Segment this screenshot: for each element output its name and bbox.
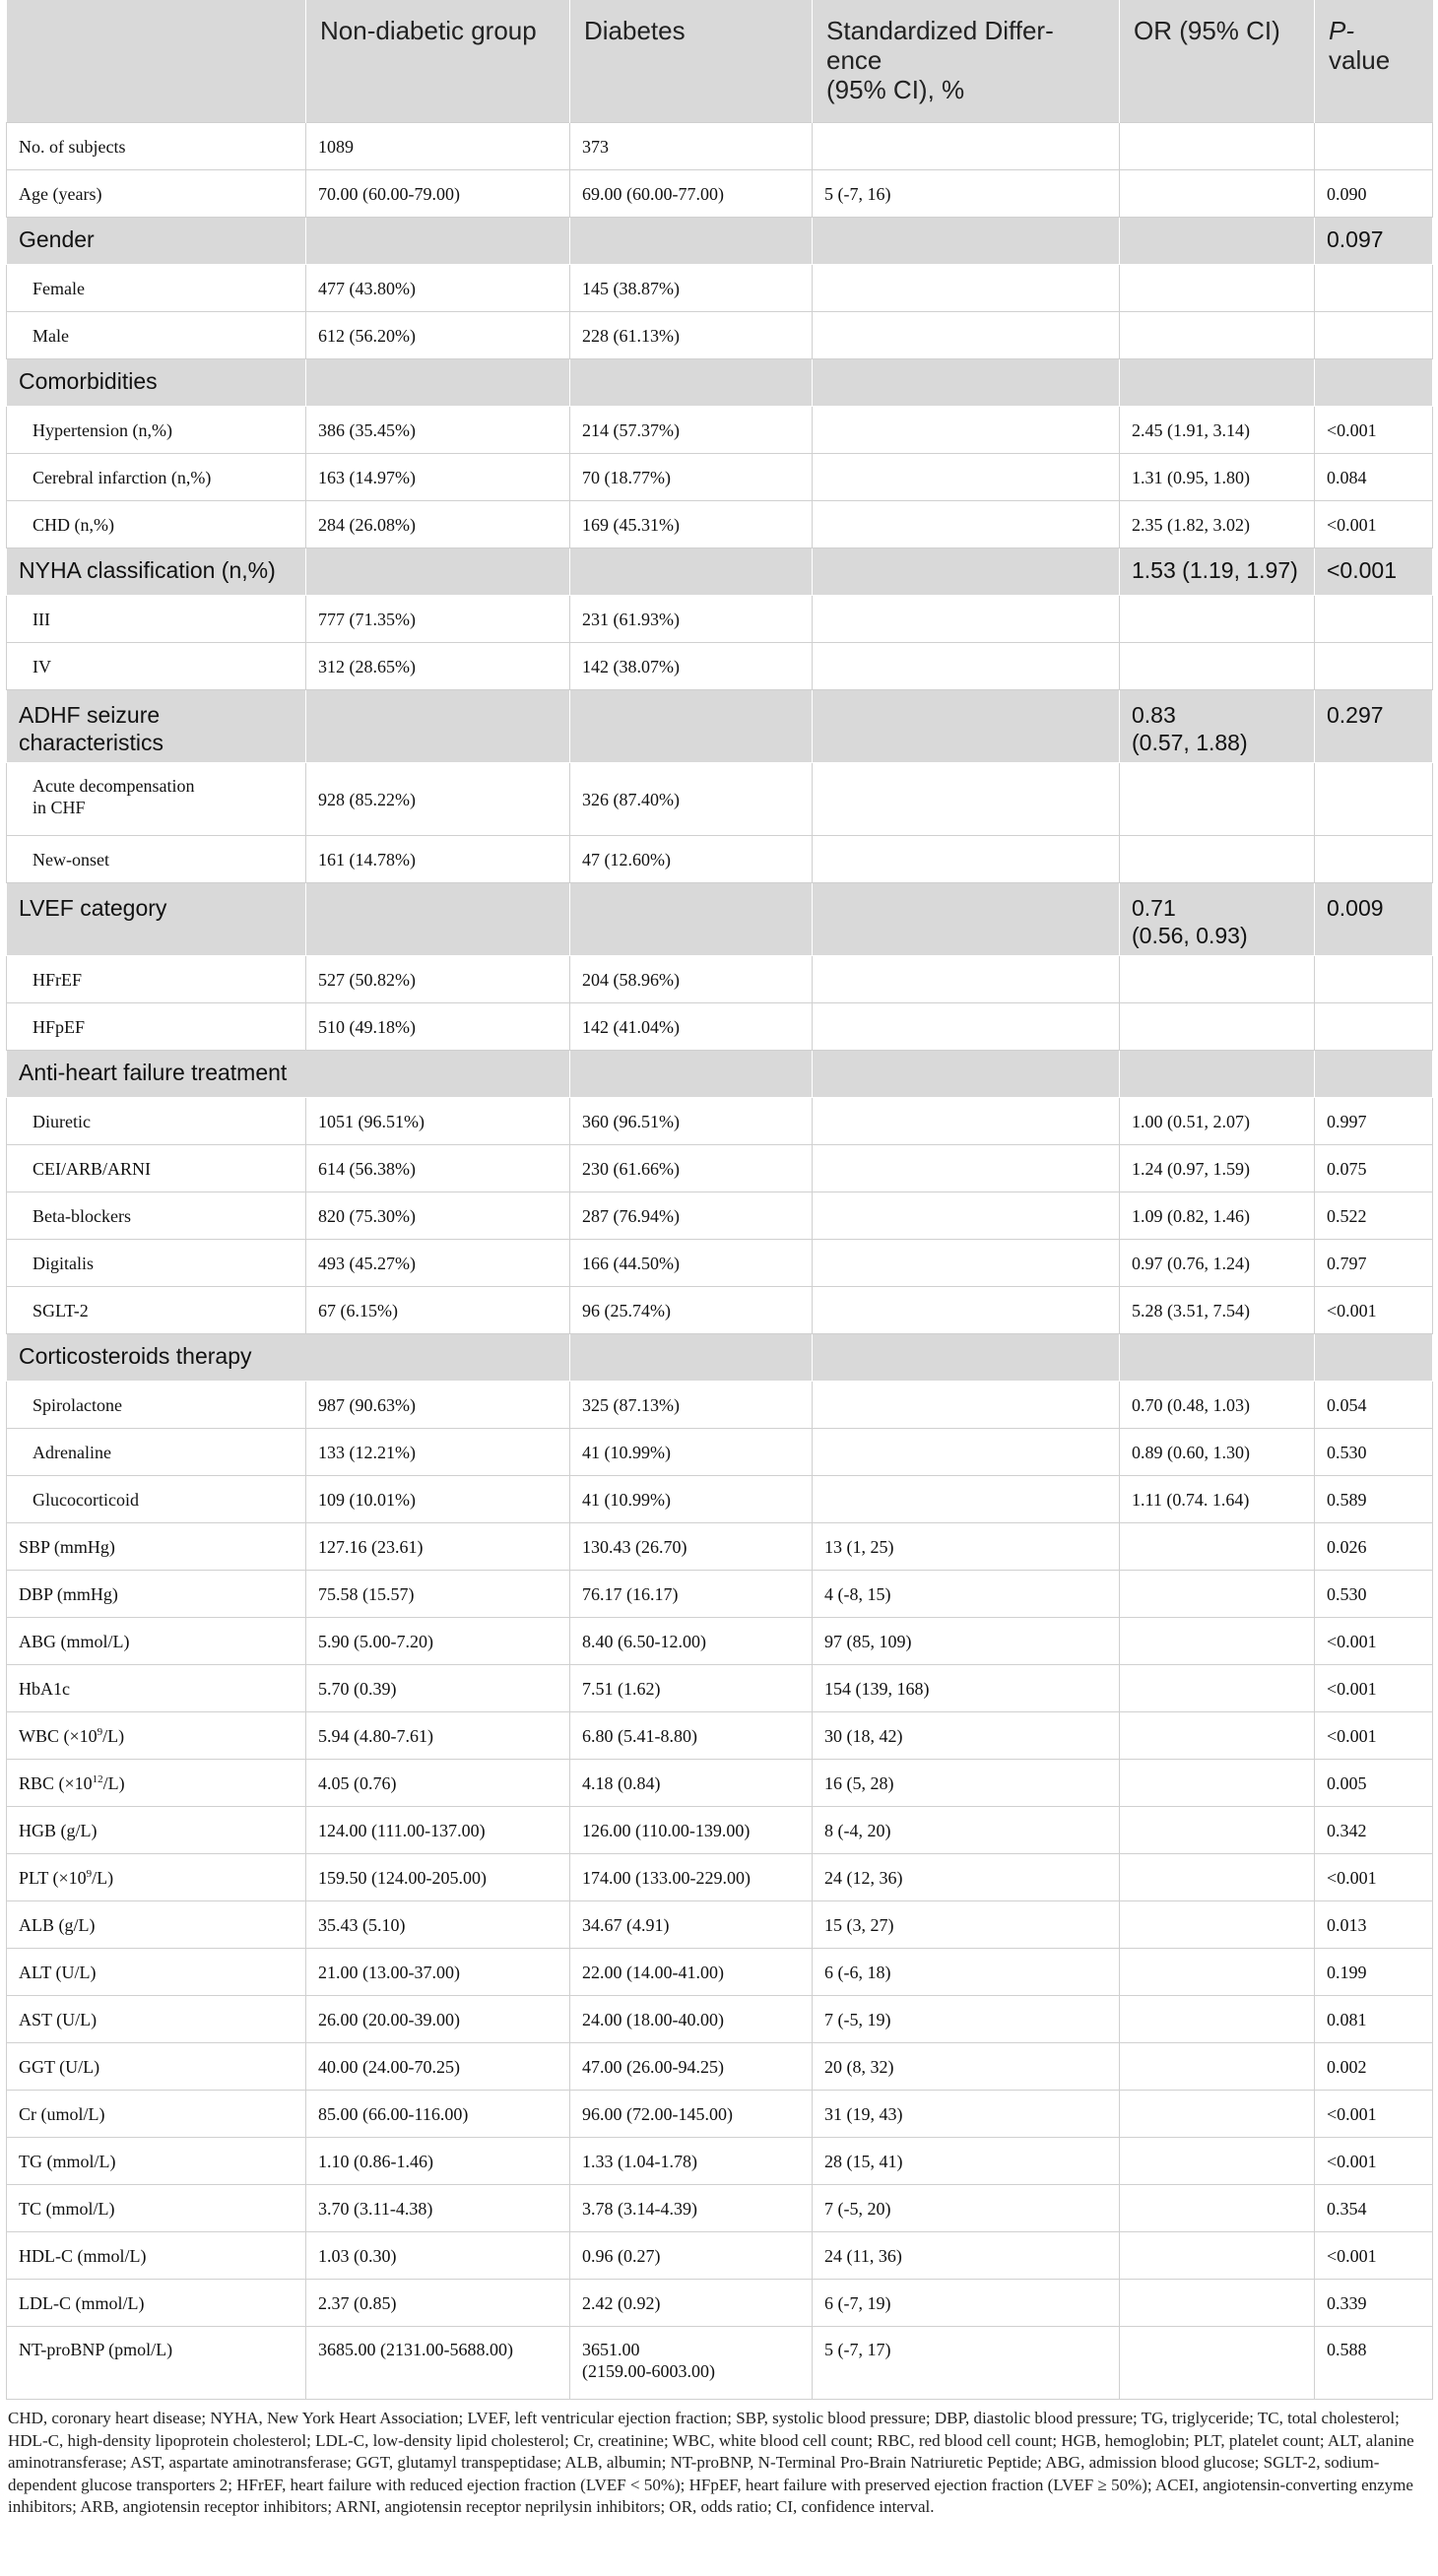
table-row — [7, 2185, 1433, 2232]
header-std-diff-l3: (95% CI), % — [826, 75, 965, 104]
row-label: AST (U/L) — [7, 1996, 306, 2043]
label-sup: 9 — [97, 1725, 103, 1738]
table-row — [7, 1003, 1433, 1051]
section-row — [7, 1051, 1433, 1098]
cell-or: 1.11 (0.74. 1.64) — [1120, 1476, 1315, 1523]
table-row — [7, 1949, 1433, 1996]
header-diabetes: Diabetes — [570, 0, 813, 123]
table-row — [7, 501, 1433, 548]
header-p-italic: P- — [1329, 16, 1354, 45]
table-row — [7, 265, 1433, 312]
cell-diabetes: 69.00 (60.00-77.00) — [570, 170, 813, 218]
cell-diabetes: 373 — [570, 123, 813, 170]
row-label: No. of subjects — [7, 123, 306, 170]
cell-diabetes: 325 (87.13%) — [570, 1382, 813, 1429]
cell-p: 0.297 — [1315, 690, 1433, 763]
cell-non-diabetic: 3.70 (3.11-4.38) — [306, 2185, 570, 2232]
label-post: /L) — [102, 1772, 125, 1793]
label-post: /L) — [102, 1725, 125, 1746]
table-row — [7, 1760, 1433, 1807]
cell-diabetes — [570, 2327, 813, 2400]
cell-non-diabetic: 284 (26.08%) — [306, 501, 570, 548]
cell-diabetes: 2.42 (0.92) — [570, 2280, 813, 2327]
cell-non-diabetic: 4.05 (0.76) — [306, 1760, 570, 1807]
cell-non-diabetic: 85.00 (66.00-116.00) — [306, 2091, 570, 2138]
cell-non-diabetic: 777 (71.35%) — [306, 596, 570, 643]
cell-diabetes: 96 (25.74%) — [570, 1287, 813, 1334]
cell-std-diff: 24 (11, 36) — [813, 2232, 1120, 2280]
cell-p: <0.001 — [1315, 2232, 1433, 2280]
cell-diabetes: 360 (96.51%) — [570, 1098, 813, 1145]
cell-non-diabetic: 133 (12.21%) — [306, 1429, 570, 1476]
cell-non-diabetic: 70.00 (60.00-79.00) — [306, 170, 570, 218]
row-label: Beta-blockers — [7, 1192, 306, 1240]
cell-or: 0.89 (0.60, 1.30) — [1120, 1429, 1315, 1476]
row-label: HbA1c — [7, 1665, 306, 1712]
table-row — [7, 2091, 1433, 2138]
cell-std-diff: 4 (-8, 15) — [813, 1571, 1120, 1618]
row-label — [7, 1712, 306, 1760]
row-label: HFpEF — [7, 1003, 306, 1051]
section-label: Comorbidities — [7, 359, 306, 407]
or-line2: (0.57, 1.88) — [1132, 730, 1248, 755]
label-line2: in CHF — [33, 798, 86, 817]
row-label: Cerebral infarction (n,%) — [7, 454, 306, 501]
header-p-value — [1315, 0, 1433, 123]
header-std-diff-l2: ence — [826, 45, 882, 75]
cell-p: 0.009 — [1315, 883, 1433, 956]
table-row — [7, 170, 1433, 218]
table-row — [7, 1523, 1433, 1571]
cell-p — [1315, 123, 1433, 170]
row-label: HFrEF — [7, 956, 306, 1003]
cell-p: <0.001 — [1315, 1854, 1433, 1901]
label-line1: Acute decompensation — [33, 776, 195, 796]
cell-p: 0.081 — [1315, 1996, 1433, 2043]
row-label: III — [7, 596, 306, 643]
cell-diabetes: 169 (45.31%) — [570, 501, 813, 548]
table-row — [7, 1287, 1433, 1334]
table-row — [7, 1571, 1433, 1618]
cell-diabetes: 47.00 (26.00-94.25) — [570, 2043, 813, 2091]
cell-non-diabetic: 3685.00 (2131.00-5688.00) — [306, 2327, 570, 2400]
cell-diabetes: 0.96 (0.27) — [570, 2232, 813, 2280]
cell-or — [1120, 690, 1315, 763]
row-label: HDL-C (mmol/L) — [7, 2232, 306, 2280]
cell-p: 0.002 — [1315, 2043, 1433, 2091]
cell-std-diff: 5 (-7, 17) — [813, 2327, 1120, 2400]
header-p-rest: value — [1329, 45, 1391, 75]
section-row — [7, 218, 1433, 265]
section-row — [7, 883, 1433, 956]
row-label: NT-proBNP (pmol/L) — [7, 2327, 306, 2400]
table-row — [7, 836, 1433, 883]
cell-diabetes: 326 (87.40%) — [570, 763, 813, 836]
cell-p: 0.588 — [1315, 2327, 1433, 2400]
section-label: Anti-heart failure treatment — [7, 1051, 570, 1098]
row-label: HGB (g/L) — [7, 1807, 306, 1854]
cell-std-diff: 13 (1, 25) — [813, 1523, 1120, 1571]
cell-non-diabetic: 612 (56.20%) — [306, 312, 570, 359]
row-label: ALB (g/L) — [7, 1901, 306, 1949]
row-label: Spirolactone — [7, 1382, 306, 1429]
cell-p: 0.342 — [1315, 1807, 1433, 1854]
cell-non-diabetic: 2.37 (0.85) — [306, 2280, 570, 2327]
cell-diabetes: 142 (41.04%) — [570, 1003, 813, 1051]
table-row — [7, 1996, 1433, 2043]
section-row — [7, 359, 1433, 407]
cell-diabetes: 47 (12.60%) — [570, 836, 813, 883]
cell-std-diff: 7 (-5, 20) — [813, 2185, 1120, 2232]
cell-diabetes: 34.67 (4.91) — [570, 1901, 813, 1949]
row-label: TC (mmol/L) — [7, 2185, 306, 2232]
cell-p: 0.199 — [1315, 1949, 1433, 1996]
cell-p: <0.001 — [1315, 1665, 1433, 1712]
cell-diabetes: 70 (18.77%) — [570, 454, 813, 501]
table-row — [7, 596, 1433, 643]
cell-non-diabetic: 1.10 (0.86-1.46) — [306, 2138, 570, 2185]
table-row — [7, 312, 1433, 359]
cell-diabetes: 4.18 (0.84) — [570, 1760, 813, 1807]
cell-p: <0.001 — [1315, 2138, 1433, 2185]
table-footnote: CHD, coronary heart disease; NYHA, New York Heart Association; LVEF, left ventricular ejection fraction; SBP, systolic blood pressure; DBP, diastolic blood pressure; TG, triglyceride; TC, total cholesterol; HDL-C, high-density lipoprotein cholesterol; LDL-C, low-density lipid cholesterol; Cr, creatinine; WBC, white blood cell count; RBC, red blood cell count; HGB, hemoglobin; PLT, platelet count; ALT, alanine aminotransferase; AST, aspartate aminotransferase; GGT, glutamyl transpeptidase; ALB, albumin; NT-proBNP, N-Terminal Pro-Brain Natriuretic Peptide; ABG, admission blood glucose; SGLT-2, sodium-dependent glucose transporters 2; HFrEF, heart failure with reduced ejection fraction (LVEF < 50%); HFpEF, heart failure with preserved ejection fraction (LVEF ≥ 50%); ACEI, angiotensin-converting enzyme inhibitors; ARB, angiotensin receptor inhibitors; ARNI, angiotensin receptor neprilysin inhibitors; OR, odds ratio; CI, confidence interval. — [8, 2409, 1414, 2516]
section-label: Corticosteroids therapy — [7, 1334, 570, 1382]
cell-std-diff: 97 (85, 109) — [813, 1618, 1120, 1665]
label-pre: PLT (×10 — [19, 1867, 87, 1888]
row-label: Diuretic — [7, 1098, 306, 1145]
table-row — [7, 454, 1433, 501]
table-row — [7, 1901, 1433, 1949]
cell-non-diabetic: 928 (85.22%) — [306, 763, 570, 836]
row-label: IV — [7, 643, 306, 690]
label-sup: 9 — [86, 1867, 93, 1880]
cell-or: 1.00 (0.51, 2.07) — [1120, 1098, 1315, 1145]
cell-non-diabetic: 477 (43.80%) — [306, 265, 570, 312]
cell-non-diabetic: 75.58 (15.57) — [306, 1571, 570, 1618]
cell-p: 0.997 — [1315, 1098, 1433, 1145]
row-label: LDL-C (mmol/L) — [7, 2280, 306, 2327]
section-label: Gender — [7, 218, 306, 265]
cell-diabetes: 231 (61.93%) — [570, 596, 813, 643]
cell-p: <0.001 — [1315, 1712, 1433, 1760]
cell-non-diabetic: 1.03 (0.30) — [306, 2232, 570, 2280]
cell-p: <0.001 — [1315, 548, 1433, 596]
header-variable — [7, 0, 306, 123]
or-line1: 0.71 — [1132, 895, 1176, 921]
cell-non-diabetic: 614 (56.38%) — [306, 1145, 570, 1192]
cell-diabetes: 204 (58.96%) — [570, 956, 813, 1003]
table-row — [7, 2043, 1433, 2091]
table-row — [7, 1618, 1433, 1665]
cell-diabetes: 166 (44.50%) — [570, 1240, 813, 1287]
table-row — [7, 1192, 1433, 1240]
table-row — [7, 1240, 1433, 1287]
cell-p: <0.001 — [1315, 1618, 1433, 1665]
cell-std-diff: 30 (18, 42) — [813, 1712, 1120, 1760]
cell-non-diabetic: 312 (28.65%) — [306, 643, 570, 690]
cell-non-diabetic: 161 (14.78%) — [306, 836, 570, 883]
cell-std-diff: 20 (8, 32) — [813, 2043, 1120, 2091]
table-row — [7, 643, 1433, 690]
table-row — [7, 2232, 1433, 2280]
cell-or: 0.97 (0.76, 1.24) — [1120, 1240, 1315, 1287]
cell-diabetes: 126.00 (110.00-139.00) — [570, 1807, 813, 1854]
header-non-diabetic: Non-diabetic group — [306, 0, 570, 123]
section-label: LVEF category — [7, 883, 306, 956]
cell-p: 0.054 — [1315, 1382, 1433, 1429]
cell-p: 0.097 — [1315, 218, 1433, 265]
cell-non-diabetic: 109 (10.01%) — [306, 1476, 570, 1523]
row-label: ABG (mmol/L) — [7, 1618, 306, 1665]
cell-diabetes: 24.00 (18.00-40.00) — [570, 1996, 813, 2043]
row-label: Adrenaline — [7, 1429, 306, 1476]
cell-or — [1120, 170, 1315, 218]
table-row — [7, 1476, 1433, 1523]
table-row — [7, 1665, 1433, 1712]
row-label: Cr (umol/L) — [7, 2091, 306, 2138]
row-label — [7, 763, 306, 836]
cell-p: 0.797 — [1315, 1240, 1433, 1287]
cell-std-diff: 5 (-7, 16) — [813, 170, 1120, 218]
cell-non-diabetic: 820 (75.30%) — [306, 1192, 570, 1240]
cell-non-diabetic: 5.94 (4.80-7.61) — [306, 1712, 570, 1760]
cell-std-diff: 24 (12, 36) — [813, 1854, 1120, 1901]
cell-non-diabetic: 987 (90.63%) — [306, 1382, 570, 1429]
row-label: SBP (mmHg) — [7, 1523, 306, 1571]
cell-diabetes: 76.17 (16.17) — [570, 1571, 813, 1618]
table-row — [7, 1098, 1433, 1145]
cell-diabetes: 22.00 (14.00-41.00) — [570, 1949, 813, 1996]
cell-p: 0.026 — [1315, 1523, 1433, 1571]
header-or: OR (95% CI) — [1120, 0, 1315, 123]
table-row — [7, 1145, 1433, 1192]
cell-diabetes: 41 (10.99%) — [570, 1429, 813, 1476]
cell-non-diabetic: 21.00 (13.00-37.00) — [306, 1949, 570, 1996]
label-pre: RBC (×10 — [19, 1772, 93, 1793]
row-label — [7, 1760, 306, 1807]
cell-or: 0.70 (0.48, 1.03) — [1120, 1382, 1315, 1429]
cell-std-diff: 154 (139, 168) — [813, 1665, 1120, 1712]
cell-p: 0.522 — [1315, 1192, 1433, 1240]
cell-non-diabetic: 1051 (96.51%) — [306, 1098, 570, 1145]
cell-non-diabetic: 493 (45.27%) — [306, 1240, 570, 1287]
cell-or — [1120, 883, 1315, 956]
cell-diabetes: 7.51 (1.62) — [570, 1665, 813, 1712]
cell-diabetes: 96.00 (72.00-145.00) — [570, 2091, 813, 2138]
or-line1: 0.83 — [1132, 702, 1176, 728]
cell-p: 0.084 — [1315, 454, 1433, 501]
cell-non-diabetic: 124.00 (111.00-137.00) — [306, 1807, 570, 1854]
table-row — [7, 2138, 1433, 2185]
cell-std-diff: 16 (5, 28) — [813, 1760, 1120, 1807]
row-label: Hypertension (n,%) — [7, 407, 306, 454]
cell-p: 0.354 — [1315, 2185, 1433, 2232]
cell-or — [1120, 123, 1315, 170]
cell-std-diff: 6 (-6, 18) — [813, 1949, 1120, 1996]
cell-p: 0.075 — [1315, 1145, 1433, 1192]
table-row — [7, 1382, 1433, 1429]
cell-p: <0.001 — [1315, 1287, 1433, 1334]
cell-p: 0.530 — [1315, 1571, 1433, 1618]
cell-non-diabetic: 127.16 (23.61) — [306, 1523, 570, 1571]
row-label: TG (mmol/L) — [7, 2138, 306, 2185]
cell-or: 1.24 (0.97, 1.59) — [1120, 1145, 1315, 1192]
cell-non-diabetic: 163 (14.97%) — [306, 454, 570, 501]
cell-p: 0.589 — [1315, 1476, 1433, 1523]
cell-p: 0.005 — [1315, 1760, 1433, 1807]
cell-std-diff: 8 (-4, 20) — [813, 1807, 1120, 1854]
section-row — [7, 690, 1433, 763]
cell-p: 0.013 — [1315, 1901, 1433, 1949]
row-label: Digitalis — [7, 1240, 306, 1287]
row-label: CEI/ARB/ARNI — [7, 1145, 306, 1192]
cell-diabetes: 228 (61.13%) — [570, 312, 813, 359]
cell-diabetes: 230 (61.66%) — [570, 1145, 813, 1192]
cell-non-diabetic: 527 (50.82%) — [306, 956, 570, 1003]
cell-non-diabetic: 35.43 (5.10) — [306, 1901, 570, 1949]
label-pre: WBC (×10 — [19, 1725, 98, 1746]
cell-p: <0.001 — [1315, 2091, 1433, 2138]
label-sup: 12 — [92, 1772, 103, 1785]
cell-diabetes: 130.43 (26.70) — [570, 1523, 813, 1571]
table-row — [7, 1854, 1433, 1901]
cell-diabetes: 41 (10.99%) — [570, 1476, 813, 1523]
cell-or: 1.53 (1.19, 1.97) — [1120, 548, 1315, 596]
cell-non-diabetic: 5.90 (5.00-7.20) — [306, 1618, 570, 1665]
row-label: DBP (mmHg) — [7, 1571, 306, 1618]
db-line2: (2159.00-6003.00) — [582, 2361, 715, 2381]
cell-non-diabetic: 386 (35.45%) — [306, 407, 570, 454]
table-row — [7, 763, 1433, 836]
cell-p: 0.530 — [1315, 1429, 1433, 1476]
section-label: ADHF seizure characteristics — [7, 690, 306, 763]
table-row — [7, 1712, 1433, 1760]
cell-p: 0.339 — [1315, 2280, 1433, 2327]
row-label: Female — [7, 265, 306, 312]
section-row — [7, 548, 1433, 596]
cell-or: 1.09 (0.82, 1.46) — [1120, 1192, 1315, 1240]
db-line1: 3651.00 — [582, 2340, 640, 2359]
cell-diabetes: 142 (38.07%) — [570, 643, 813, 690]
row-label: SGLT-2 — [7, 1287, 306, 1334]
row-label: Glucocorticoid — [7, 1476, 306, 1523]
characteristics-table — [6, 0, 1433, 2400]
cell-diabetes: 214 (57.37%) — [570, 407, 813, 454]
cell-or: 5.28 (3.51, 7.54) — [1120, 1287, 1315, 1334]
cell-non-diabetic: 67 (6.15%) — [306, 1287, 570, 1334]
table-row — [7, 2280, 1433, 2327]
cell-non-diabetic: 40.00 (24.00-70.25) — [306, 2043, 570, 2091]
table-row — [7, 123, 1433, 170]
section-label: NYHA classification (n,%) — [7, 548, 306, 596]
table-row — [7, 956, 1433, 1003]
cell-non-diabetic: 5.70 (0.39) — [306, 1665, 570, 1712]
cell-std-diff: 31 (19, 43) — [813, 2091, 1120, 2138]
cell-std-diff: 28 (15, 41) — [813, 2138, 1120, 2185]
cell-non-diabetic: 510 (49.18%) — [306, 1003, 570, 1051]
cell-diabetes: 3.78 (3.14-4.39) — [570, 2185, 813, 2232]
cell-std-diff: 15 (3, 27) — [813, 1901, 1120, 1949]
cell-non-diabetic: 159.50 (124.00-205.00) — [306, 1854, 570, 1901]
cell-diabetes: 174.00 (133.00-229.00) — [570, 1854, 813, 1901]
row-label: New-onset — [7, 836, 306, 883]
cell-p: 0.090 — [1315, 170, 1433, 218]
cell-std-diff — [813, 123, 1120, 170]
cell-diabetes: 287 (76.94%) — [570, 1192, 813, 1240]
row-label: ALT (U/L) — [7, 1949, 306, 1996]
or-line2: (0.56, 0.93) — [1132, 923, 1248, 948]
cell-or: 2.35 (1.82, 3.02) — [1120, 501, 1315, 548]
row-label: CHD (n,%) — [7, 501, 306, 548]
table-row — [7, 407, 1433, 454]
row-label: Male — [7, 312, 306, 359]
header-std-diff-l1: Standardized Differ- — [826, 16, 1054, 45]
cell-p: <0.001 — [1315, 407, 1433, 454]
cell-diabetes: 145 (38.87%) — [570, 265, 813, 312]
cell-std-diff: 7 (-5, 19) — [813, 1996, 1120, 2043]
header-std-diff — [813, 0, 1120, 123]
table-header — [7, 0, 1433, 123]
cell-diabetes: 6.80 (5.41-8.80) — [570, 1712, 813, 1760]
row-label: Age (years) — [7, 170, 306, 218]
cell-non-diabetic: 26.00 (20.00-39.00) — [306, 1996, 570, 2043]
cell-or: 1.31 (0.95, 1.80) — [1120, 454, 1315, 501]
cell-diabetes: 8.40 (6.50-12.00) — [570, 1618, 813, 1665]
row-label — [7, 1854, 306, 1901]
table-row — [7, 2327, 1433, 2400]
table-row — [7, 1429, 1433, 1476]
table-row — [7, 1807, 1433, 1854]
section-row — [7, 1334, 1433, 1382]
label-post: /L) — [92, 1867, 114, 1888]
cell-p: <0.001 — [1315, 501, 1433, 548]
cell-or: 2.45 (1.91, 3.14) — [1120, 407, 1315, 454]
cell-std-diff: 6 (-7, 19) — [813, 2280, 1120, 2327]
cell-non-diabetic: 1089 — [306, 123, 570, 170]
row-label: GGT (U/L) — [7, 2043, 306, 2091]
cell-diabetes: 1.33 (1.04-1.78) — [570, 2138, 813, 2185]
